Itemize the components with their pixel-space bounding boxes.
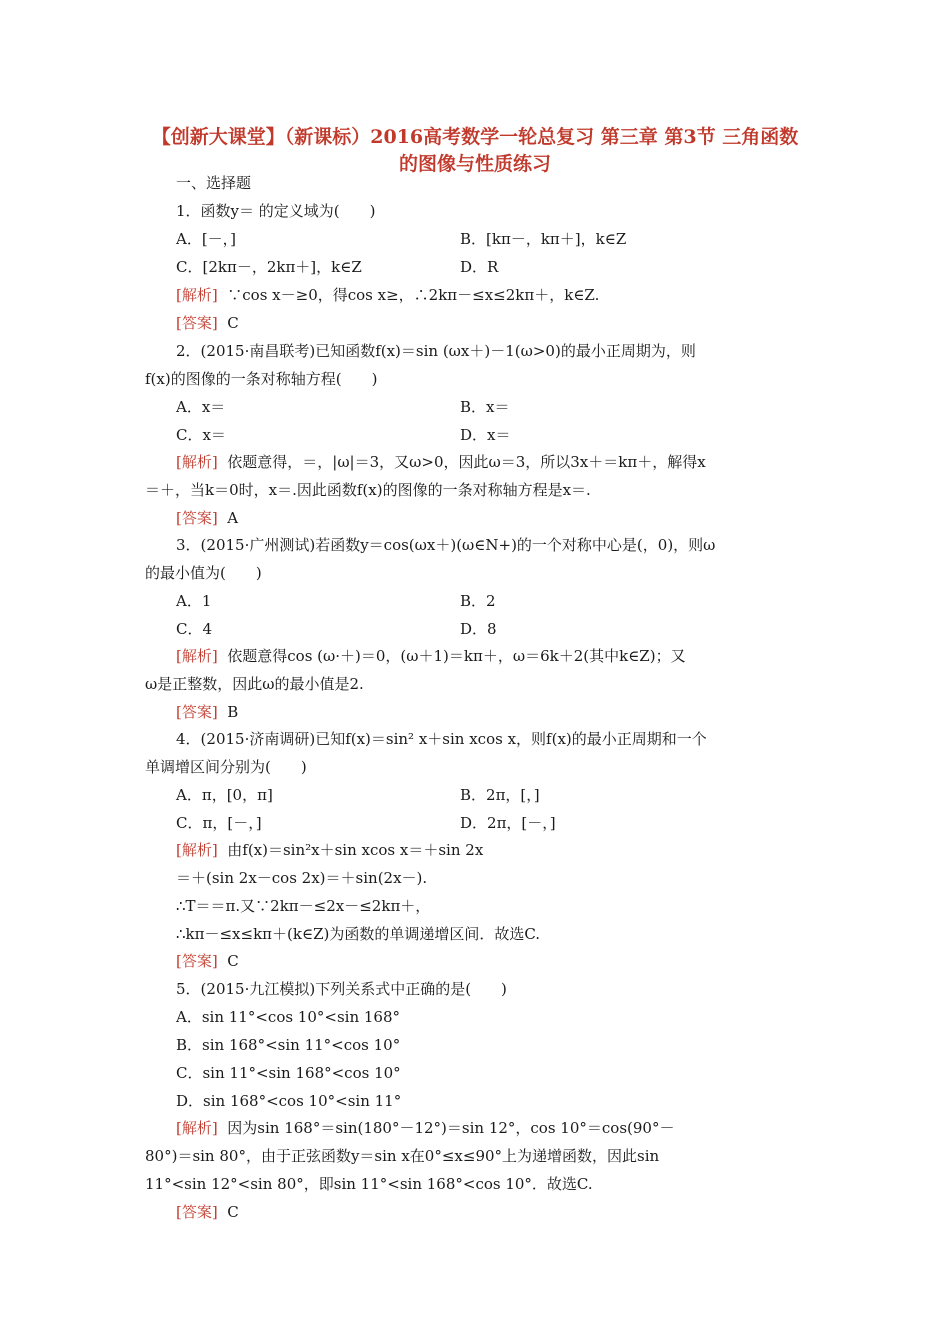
answer-tag: [答案] (176, 703, 218, 721)
q3-option-d: D．8 (460, 620, 497, 638)
q3-analysis-text-1: 依题意得cos (ω·＋)＝0，(ω＋1)＝kπ＋，ω＝6k＋2(其中k∈Z)；又 (227, 647, 686, 665)
q1-option-a: A．[－，] (176, 230, 237, 248)
q3-answer-value: B (227, 703, 239, 721)
q4-option-b: B．2π，[，] (460, 786, 540, 804)
analysis-tag: [解析] (176, 841, 218, 859)
q4-option-c: C．π，[－，] (176, 814, 262, 832)
q4-answer (176, 951, 239, 971)
q2-stem-line2: f(x)的图像的一条对称轴方程( ) (145, 370, 378, 388)
answer-tag: [答案] (176, 509, 218, 527)
section-heading: 一、选择题 (176, 174, 252, 192)
q5-answer (176, 1202, 239, 1222)
q5-answer-value: C (227, 1203, 239, 1221)
answer-tag: [答案] (176, 314, 218, 332)
q4-analysis-text-4: ∴kπ－≤x≤kπ＋(k∈Z)为函数的单调递增区间．故选C. (176, 925, 541, 943)
q4-option-a: A．π，[0，π] (176, 786, 273, 804)
q5-analysis-text-1: 因为sin 168°＝sin(180°－12°)＝sin 12°，cos 10°＝cos(90°－ (227, 1119, 675, 1137)
q1-option-d: D．R (460, 258, 499, 276)
q5-option-c: C．sin 11°<sin 168°<cos 10° (176, 1064, 401, 1082)
q3-analysis-text-2: ω是正整数，因此ω的最小值是2. (145, 675, 364, 693)
q3-option-b: B．2 (460, 592, 496, 610)
q1-option-c: C．[2kπ－，2kπ＋]，k∈Z (176, 258, 362, 276)
q4-analysis-text-1: 由f(x)＝sin²x＋sin xcos x＝＋sin 2x (227, 841, 484, 859)
q1-answer (176, 313, 239, 333)
q5-analysis (176, 1118, 674, 1138)
answer-tag: [答案] (176, 952, 218, 970)
q4-option-d: D．2π，[－，] (460, 814, 556, 832)
q4-analysis (176, 840, 483, 860)
q5-analysis-text-2: 80°)＝sin 80°，由于正弦函数y＝sin x在0°≤x≤90°上为递增函数，因此sin (145, 1147, 660, 1165)
q5-option-b: B．sin 168°<sin 11°<cos 10° (176, 1036, 401, 1054)
q1-analysis-text: ∵cos x－≥0，得cos x≥，∴2kπ－≤x≤2kπ＋，k∈Z. (227, 286, 600, 304)
analysis-tag: [解析] (176, 1119, 218, 1137)
q2-analysis-text-1: 依题意得，＝，|ω|＝3，又ω>0，因此ω＝3，所以3x＋＝kπ＋，解得x (227, 453, 706, 471)
analysis-tag: [解析] (176, 647, 218, 665)
q3-option-a: A．1 (176, 592, 212, 610)
q4-stem-line1: 4．(2015·济南调研)已知f(x)＝sin² x＋sin xcos x，则f(x)的最小正周期和一个 (176, 730, 707, 748)
q5-analysis-text-3: 11°<sin 12°<sin 80°，即sin 11°<sin 168°<cos 10°．故选C. (145, 1175, 593, 1193)
document-title: 【创新大课堂】（新课标）2016高考数学一轮总复习 第三章 第3节 三角函数的图像与性质练习 (151, 126, 799, 175)
q3-answer (176, 702, 238, 722)
q1-answer-value: C (227, 314, 239, 332)
q4-analysis-text-3: ∴T＝＝π.又∵2kπ－≤2x－≤2kπ＋， (176, 897, 431, 915)
q2-option-a: A．x＝ (176, 398, 226, 416)
q1-option-b: B．[kπ－，kπ＋]，k∈Z (460, 230, 627, 248)
analysis-tag: [解析] (176, 286, 218, 304)
q5-stem: 5．(2015·九江模拟)下列关系式中正确的是( ) (176, 980, 507, 998)
q5-option-a: A．sin 11°<cos 10°<sin 168° (176, 1008, 401, 1026)
q2-option-c: C．x＝ (176, 426, 226, 444)
answer-tag: [答案] (176, 1203, 218, 1221)
q4-stem-line2: 单调增区间分别为( ) (145, 758, 307, 776)
q4-analysis-text-2: ＝＋(sin 2x－cos 2x)＝＋sin(2x－). (176, 869, 428, 887)
q2-option-b: B．x＝ (460, 398, 510, 416)
q2-option-d: D．x＝ (460, 426, 511, 444)
q1-stem: 1．函数y＝ 的定义域为( ) (176, 202, 376, 220)
analysis-tag: [解析] (176, 453, 218, 471)
q1-analysis (176, 285, 599, 305)
q2-answer (176, 508, 238, 528)
q3-analysis (176, 646, 686, 666)
q2-stem-line1: 2．(2015·南昌联考)已知函数f(x)＝sin (ωx＋)－1(ω>0)的最小正周期为，则 (176, 342, 696, 360)
q3-stem-line1: 3．(2015·广州测试)若函数y＝cos(ωx＋)(ω∈N+)的一个对称中心是(，0)，则ω (176, 536, 716, 554)
q2-analysis-text-2: ＝＋，当k＝0时，x＝.因此函数f(x)的图像的一条对称轴方程是x＝. (145, 481, 591, 499)
q2-answer-value: A (227, 509, 239, 527)
q2-analysis (176, 452, 706, 472)
q4-answer-value: C (227, 952, 239, 970)
q5-option-d: D．sin 168°<cos 10°<sin 11° (176, 1092, 402, 1110)
q3-stem-line2: 的最小值为( ) (145, 564, 262, 582)
q3-option-c: C．4 (176, 620, 213, 638)
